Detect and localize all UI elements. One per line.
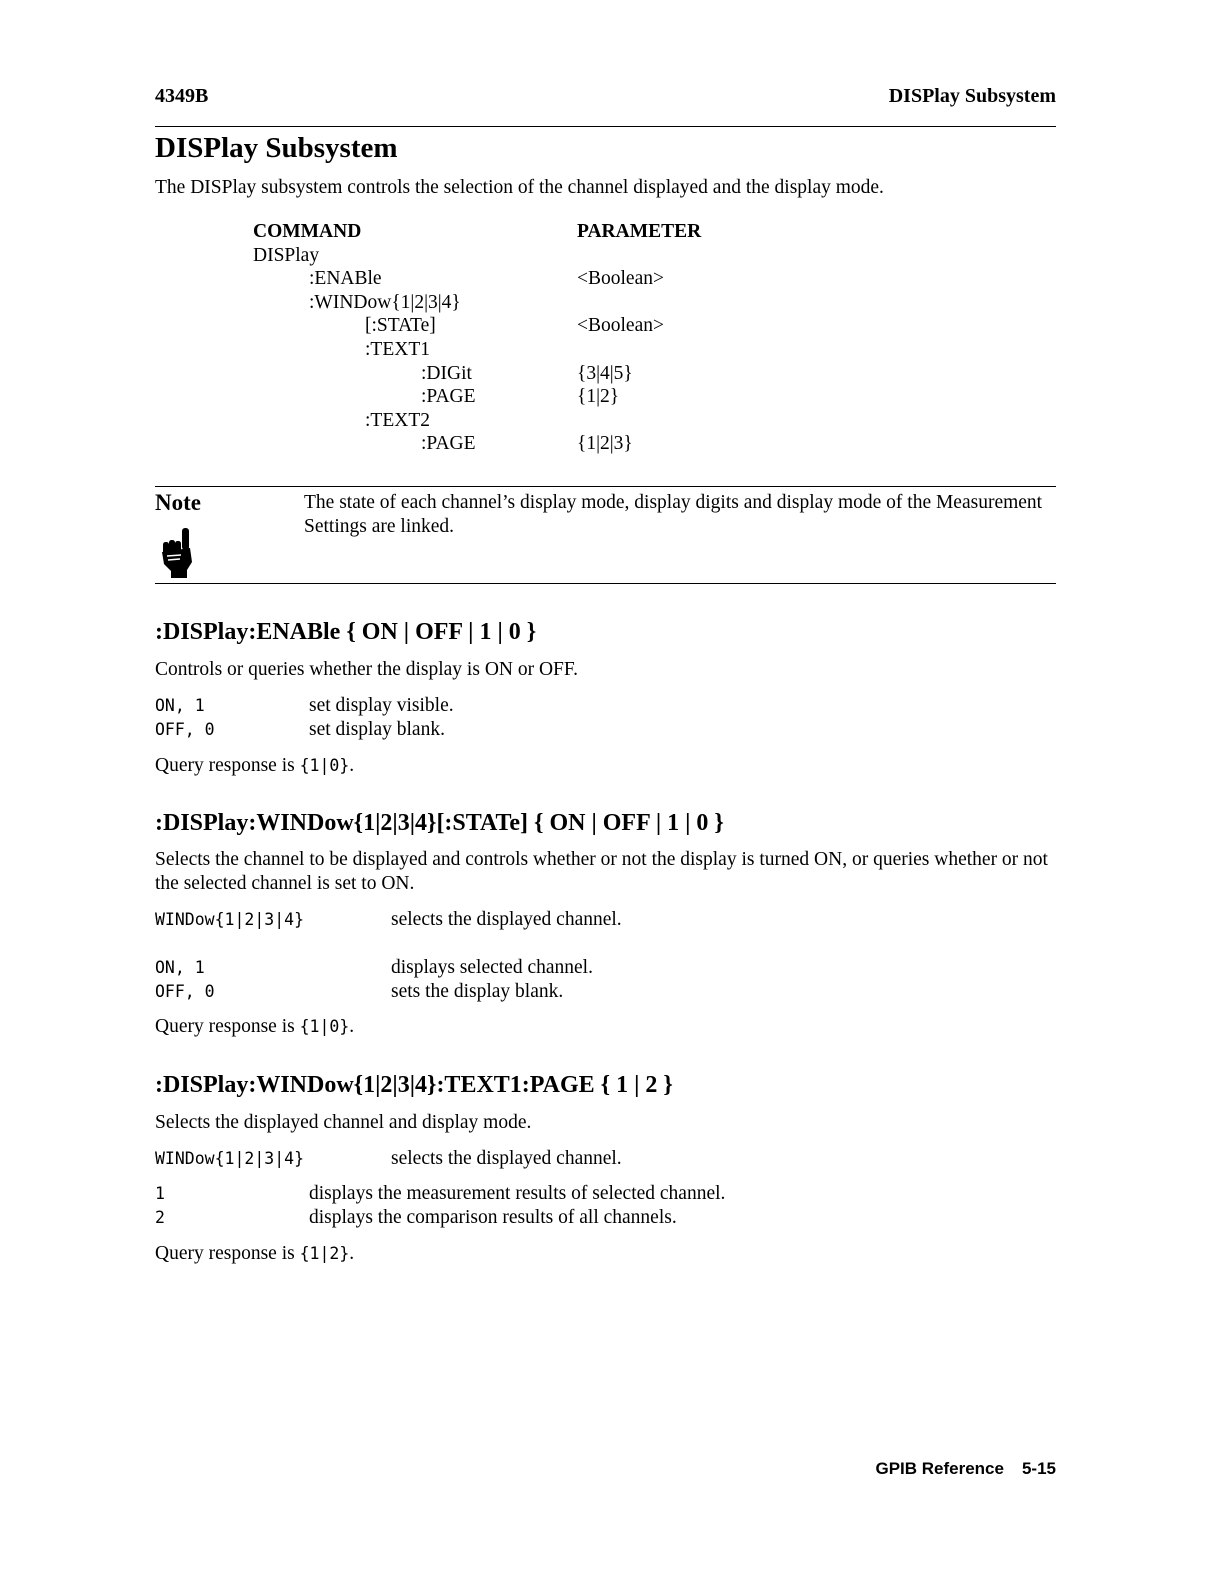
query-response bbox=[155, 1242, 1056, 1266]
command-cell: :PAGE bbox=[421, 433, 476, 455]
query-value: {1|2} bbox=[299, 1244, 350, 1263]
footer-section: GPIB Reference bbox=[875, 1459, 1004, 1478]
command-cell: [:STATe] bbox=[365, 315, 436, 337]
query-suffix: . bbox=[349, 1243, 355, 1264]
command-row bbox=[253, 314, 813, 338]
definition-key: ON, 1 bbox=[155, 696, 205, 715]
command-row bbox=[253, 432, 813, 456]
command-table bbox=[253, 220, 813, 456]
model-number: 4349B bbox=[155, 85, 209, 107]
column-header-parameter: PARAMETER bbox=[577, 221, 702, 242]
query-value: {1|0} bbox=[299, 1017, 350, 1036]
definition-value: set display blank. bbox=[309, 719, 445, 740]
definition-value: set display visible. bbox=[309, 695, 454, 716]
note-top-rule bbox=[155, 486, 1056, 487]
definition-row bbox=[155, 908, 1056, 932]
definition-value: selects the displayed channel. bbox=[391, 909, 622, 930]
parameter-cell: <Boolean> bbox=[577, 268, 664, 290]
command-row bbox=[253, 267, 813, 291]
heading-arguments: { ON | OFF | 1 | 0 } bbox=[534, 810, 724, 836]
command-row bbox=[253, 409, 813, 433]
command-row bbox=[253, 362, 813, 386]
command-cell: :TEXT1 bbox=[365, 338, 430, 360]
section-heading-display-window-state bbox=[155, 810, 724, 837]
parameter-cell: <Boolean> bbox=[577, 315, 664, 337]
definition-key: WINDow{1|2|3|4} bbox=[155, 910, 305, 929]
heading-arguments: { ON | OFF | 1 | 0 } bbox=[346, 619, 537, 645]
section-description: Controls or queries whether the display is ON or OFF. bbox=[155, 659, 579, 680]
section-heading-display-enable bbox=[155, 619, 536, 646]
definition-row bbox=[155, 956, 1056, 980]
note-bottom-rule bbox=[155, 583, 1056, 584]
heading-command: :DISPlay:WINDow{1|2|3|4}[:STATe] bbox=[155, 810, 528, 836]
note-text: The state of each channel’s display mode, display digits and display mode of the Measurement Settings are linked. bbox=[304, 492, 1043, 537]
pointing-hand-icon bbox=[157, 526, 199, 580]
query-response bbox=[155, 1015, 1056, 1039]
section-description: Selects the channel to be displayed and controls whether or not the display is turned ON, or queries whether or not the selected channel is set to ON. bbox=[155, 849, 1048, 894]
heading-arguments: { 1 | 2 } bbox=[600, 1072, 673, 1098]
running-header bbox=[155, 85, 1056, 109]
command-table-header bbox=[253, 220, 813, 244]
definition-key: OFF, 0 bbox=[155, 720, 215, 739]
definition-row bbox=[155, 694, 1056, 718]
definition-key: ON, 1 bbox=[155, 958, 205, 977]
section-heading-display-window-text1-page bbox=[155, 1072, 673, 1099]
heading-command: :DISPlay:WINDow{1|2|3|4}:TEXT1:PAGE bbox=[155, 1072, 595, 1098]
query-response bbox=[155, 754, 1056, 778]
header-section-title: DISPlay Subsystem bbox=[888, 85, 1056, 107]
query-prefix: Query response is bbox=[155, 755, 300, 776]
command-cell: DISPlay bbox=[253, 244, 320, 266]
definition-row bbox=[155, 1206, 1056, 1230]
command-cell: :ENABle bbox=[309, 268, 382, 290]
definition-row bbox=[155, 980, 1056, 1004]
command-row bbox=[253, 338, 813, 362]
command-cell: :PAGE bbox=[421, 386, 476, 408]
parameter-cell: {1|2} bbox=[577, 386, 620, 408]
command-row bbox=[253, 385, 813, 409]
page-number: 5-15 bbox=[1021, 1459, 1056, 1478]
command-row bbox=[253, 291, 813, 315]
query-suffix: . bbox=[349, 1016, 355, 1037]
definition-row bbox=[155, 718, 1056, 742]
definition-value: sets the display blank. bbox=[391, 981, 564, 1002]
query-value: {1|0} bbox=[299, 756, 350, 775]
parameter-cell: {1|2|3} bbox=[577, 433, 633, 455]
page-footer bbox=[875, 1459, 1056, 1479]
command-row bbox=[253, 244, 813, 268]
definition-key: 2 bbox=[155, 1208, 165, 1227]
definition-row bbox=[155, 1182, 1056, 1206]
definition-row bbox=[155, 1147, 1056, 1171]
definition-value: displays the measurement results of selected channel. bbox=[309, 1183, 726, 1204]
section-description: Selects the displayed channel and display mode. bbox=[155, 1112, 532, 1133]
command-cell: :WINDow{1|2|3|4} bbox=[309, 291, 461, 313]
query-prefix: Query response is bbox=[155, 1243, 300, 1264]
header-rule bbox=[155, 126, 1056, 127]
note-label: Note bbox=[155, 490, 201, 515]
definition-key: WINDow{1|2|3|4} bbox=[155, 1149, 305, 1168]
intro-paragraph: The DISPlay subsystem controls the selection of the channel displayed and the display mode. bbox=[155, 177, 884, 198]
definition-value: selects the displayed channel. bbox=[391, 1148, 622, 1169]
parameter-cell: {3|4|5} bbox=[577, 362, 633, 384]
heading-command: :DISPlay:ENABle bbox=[155, 619, 341, 645]
query-suffix: . bbox=[349, 755, 355, 776]
column-header-command: COMMAND bbox=[253, 221, 362, 242]
definition-key: OFF, 0 bbox=[155, 982, 215, 1001]
command-cell: :DIGit bbox=[421, 362, 472, 384]
definition-value: displays selected channel. bbox=[391, 957, 593, 978]
command-cell: :TEXT2 bbox=[365, 409, 430, 431]
definition-value: displays the comparison results of all channels. bbox=[309, 1207, 677, 1228]
manual-page bbox=[155, 0, 1056, 1584]
query-prefix: Query response is bbox=[155, 1016, 300, 1037]
definition-key: 1 bbox=[155, 1184, 165, 1203]
page-title: DISPlay Subsystem bbox=[155, 132, 398, 164]
